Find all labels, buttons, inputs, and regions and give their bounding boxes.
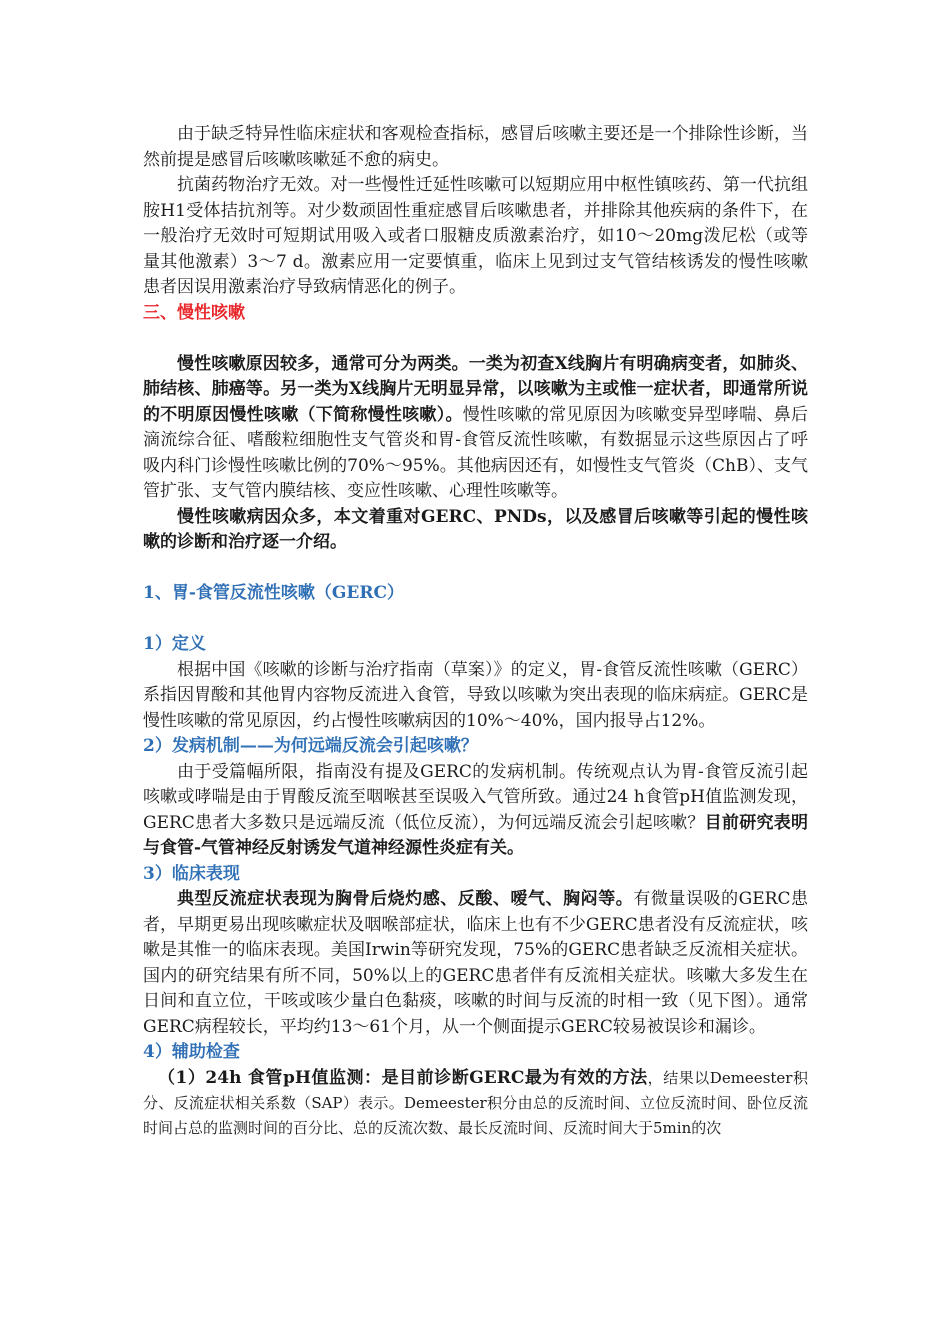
heading-auxiliary-exam: 4）辅助检查 [143, 1042, 240, 1062]
spacer [143, 326, 808, 352]
document-page [143, 122, 808, 1141]
paragraph-post-cold-cough-treatment: 抗菌药物治疗无效。对一些慢性迁延性咳嗽可以短期应用中枢性镇咳药、第一代抗组胺H1受体拮抗剂等。对少数顽固性重症感冒后咳嗽患者，并排除其他疾病的条件下，在一般治疗无效时可短期试用吸入或者口服糖皮质激素治疗，如10～20mg泼尼松（或等量其他激素）3～7 d。激素应用一定要慎重，临床上见到过支气管结核诱发的慢性咳嗽患者因误用激素治疗导致病情恶化的例子。 [143, 175, 808, 297]
body-text: 有微量误吸的GERC患者，早期更易出现咳嗽症状及咽喉部症状，临床上也有不少GERC患者没有反流症状，咳嗽是其惟一的临床表现。美国Irwin等研究发现，75%的GERC患者缺乏反流相关症状。国内的研究结果有所不同，50%以上的GERC患者伴有反流相关症状。咳嗽大多发生在日间和直立位，干咳或咳少量白色黏痰，咳嗽的时间与反流的时相一致（见下图）。通常GERC病程较长，平均约13～61个月，从一个侧面提示GERC较易被误诊和漏诊。 [143, 889, 809, 1037]
section-heading-chronic-cough: 三、慢性咳嗽 [143, 302, 245, 323]
paragraph-pathogenesis [143, 760, 808, 862]
heading-pathogenesis: 2）发病机制——为何远端反流会引起咳嗽？ [143, 736, 478, 756]
body-text: 由于受篇幅所限，指南没有提及GERC的发病机制。传统观点认为胃-食管反流引起咳嗽或哮喘是由于胃酸反流至咽喉甚至误吸入气管所致。通过24 h食管pH值监测发现，GERC患者大多数只是远端反流（低位反流），为何远端反流会引起咳嗽？ [143, 761, 808, 833]
subsection-heading-gerc: 1、胃-食管反流性咳嗽（GERC） [143, 583, 405, 603]
paragraph-definition: 根据中国《咳嗽的诊断与治疗指南（草案）》的定义，胃-食管反流性咳嗽（GERC）系指因胃酸和其他胃内容物反流进入食管，导致以咳嗽为突出表现的临床病症。GERC是慢性咳嗽的常见原因，约占慢性咳嗽病因的10%～40%，国内报导占12%。 [143, 659, 808, 731]
spacer [143, 607, 808, 633]
paragraph-chronic-cough-intro: 慢性咳嗽病因众多，本文着重对GERC、PNDs，以及感冒后咳嗽等引起的慢性咳嗽的诊断和治疗逐一介绍。 [143, 506, 808, 552]
paragraph-auxiliary-exam [143, 1066, 808, 1141]
bold-text: 慢性咳嗽原因较多，通常可分为两类。一类为初查X线胸片有明确病变者，如肺炎、肺结核、肺癌等。另一类为X线胸片无明显异常，以咳嗽为主或惟一症状者，即通常所说的不明原因慢性咳嗽（下简称慢性咳嗽）。 [143, 353, 808, 425]
body-text: ，结果以Demeester积分、反流症状相关系数（SAP）表示。Demeester积分由总的反流时间、立位反流时间、卧位反流时间占总的监测时间的百分比、总的反流次数、最长反流时间、反流时间大于5min的次 [143, 1068, 808, 1137]
bold-text: 典型反流症状表现为胸骨后烧灼感、反酸、嗳气、胸闷等。 [177, 889, 634, 909]
bold-text: （1）24h 食管pH值监测：是目前诊断GERC最为有效的方法 [158, 1067, 648, 1088]
bold-text: 目前研究表明与食管-气管神经反射诱发气道神经源性炎症有关。 [143, 812, 809, 858]
spacer [143, 556, 808, 582]
heading-definition: 1）定义 [143, 634, 206, 654]
heading-clinical-manifestation: 3）临床表现 [143, 863, 240, 884]
paragraph-clinical-manifestation [143, 887, 808, 1040]
body-text: 慢性咳嗽的常见原因为咳嗽变异型哮喘、鼻后滴流综合征、嗜酸粒细胞性支气管炎和胃-食管反流性咳嗽，有数据显示这些原因占了呼吸内科门诊慢性咳嗽比例的70%～95%。其他病因还有，如慢性支气管炎（ChB）、支气管扩张、支气管内膜结核、变应性咳嗽、心理性咳嗽等。 [143, 404, 808, 501]
paragraph-post-cold-cough-diagnosis: 由于缺乏特异性临床症状和客观检查指标，感冒后咳嗽主要还是一个排除性诊断，当然前提是感冒后咳嗽咳嗽延不愈的病史。 [143, 124, 808, 170]
paragraph-chronic-cough-causes [143, 352, 808, 505]
